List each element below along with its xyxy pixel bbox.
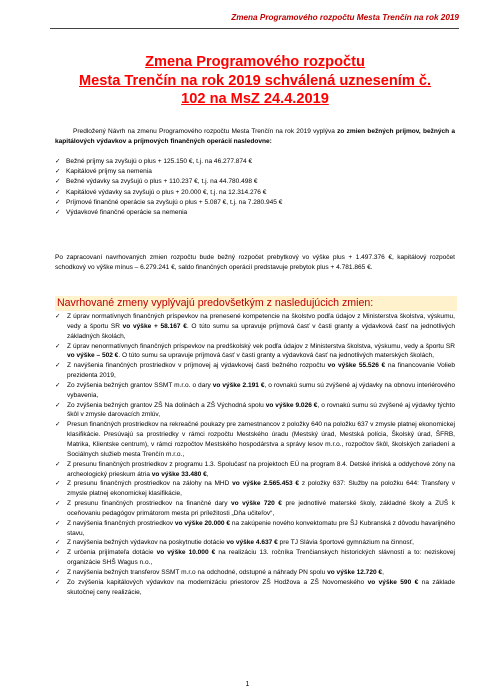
check-icon: ✓ [55,209,61,217]
checkmark-arrow-icon: ✓ [55,362,61,370]
list-item [55,460,455,480]
item-text: Z navýšenia finančných prostriedkov v príjmovej aj výdavkovej časti bežného rozpočtu [67,362,328,370]
item-text: pre jednotlivé materské školy, základné školy a ZUŠ k oceňovaniu pedagógov primátorom mesta pri príležitosti „Dňa učiteľov“, [67,500,455,517]
item-text: . O túto sumu sa upravuje príjmová časť v časti granty a výdavková časť na jednotlivých materských školách, [118,352,434,360]
item-text: , [382,568,384,576]
list-item [55,420,455,459]
changes-list [55,312,455,597]
amount-text: vo výške 2.565.453 € [232,480,300,488]
checkmark-arrow-icon: ✓ [55,500,61,508]
list-item [55,538,455,548]
list-item [55,361,455,381]
checkmark-arrow-icon: ✓ [55,401,61,409]
list-item: ✓ Príjmové finančné operácie sa zvyšujú o plus + 5.087 €, t.j. na 7.280.945 € [55,198,455,208]
list-item [55,312,455,342]
checkmark-arrow-icon: ✓ [55,539,61,547]
item-text: Z navýšenia bežných transferov SSMT m.r.o na odchodné, odstupné a náhrady PN spolu [67,568,328,576]
item-text: Zo zvýšenia bežných grantov ZŠ Na dolinách a ZŠ Východná spolu [67,401,266,409]
amount-text: vo výške 33.480 € [151,470,207,478]
checkmark-arrow-icon: ✓ [55,342,61,350]
list-item: ✓ Výdavkové finančné operácie sa nemenia [55,208,455,218]
amount-text: vo výške 9.026 € [265,401,318,409]
list-item: ✓ Kapitálové príjmy sa nemenia [55,167,455,177]
item-text: Presun finančných prostriedkov na rekreačné poukazy pre zamestnancov z položky 640 na položku 637 v zmysle platnej ekonomickej klasifikácie. Presúvajú sa prostriedky v rámci rozpočtu Mestského úradu (Mestský úrad, Mestská polícia, Školský úrad, ŠFRB, Matrika, Klientske centrum), v rámci rozpočtov Mestského hospodárstva a správy lesov m.r.o., rozpočtov škôl, školských zariadení a Sociálnych služieb mesta Trenčín m.r.o., [67,421,455,458]
amount-text: vo výške 590 € [367,578,419,586]
amount-text: vo výške 20.000 € [174,519,230,527]
list-item [55,381,455,401]
amount-text: vo výške + 58.167 € [122,322,187,330]
item-text: , o rovnakú sumu sú zvýšené aj výdavky na obnovu interiérového vybavenia, [67,381,455,399]
list-item [55,578,455,598]
amount-text: vo výške 720 € [230,500,282,508]
item-text: Z určenia prijímateľa dotácie [67,549,157,557]
item-text: Z presunu finančných prostriedkov na zálohy na MHD [67,480,233,488]
check-icon: ✓ [55,188,61,196]
intro-bold-text: zo zmien bežných príjmov, bežných a kapitálových výdavkov a príjmových finančných operácií nasledovne: [55,128,455,145]
item-text: na realizáciu 13. ročníka Trenčianskych historických slávností a to: neziskovej organizácie SHŠ Wagus n.o., [67,549,456,567]
list-item [55,342,455,362]
item-text: Z navýšenia finančných prostriedkov [67,519,175,527]
item-text: na základe skutočnej ceny realizácie, [67,578,455,596]
item-text: Z úprav nenormatívnych finančných príspevkov na predškolský vek podľa údajov z Ministerstva školstva, výskumu, vedy a športu SR [67,342,455,350]
check-icon: ✓ [55,178,61,186]
list-item [55,401,455,421]
list-item [55,479,455,499]
running-header: Zmena Programového rozpočtu Mesta Trenčín na rok 2019 [231,13,459,22]
section-heading: Navrhované zmeny vyplývajú predovšetkým z nasledujúcich zmien: [55,296,457,311]
item-text: Z úprav normatívnych finančných príspevkov na prenesené kompetencie na školstvo podľa údajov z Ministerstva školstva, výskumu, vedy a športu SR [67,313,455,330]
list-item [55,499,455,519]
item-text: , [206,470,209,478]
checkmark-arrow-icon: ✓ [55,313,61,320]
list-item: ✓ Bežné výdavky sa zvyšujú o plus + 110.237 €, t.j. na 44.780.498 € [55,177,455,187]
item-text: Z navýšenia bežných výdavkov na poskytnutie dotácie [67,539,227,547]
check-icon: ✓ [55,168,61,176]
item-text: na zakúpenie nového konvektomatu pre ŠJ Kubranská z dôvodu havarijného stavu, [67,519,456,537]
item-text: Zo zvýšenia kapitálových výdavkov na modernizáciu priestorov ZŠ Hodžova a ZŠ Novomeského [67,578,368,586]
amount-text: vo výške – 502 € [67,352,119,360]
item-text: z položky 637: Služby na položku 644: Transfery v zmysle platnej ekonomickej klasifikácie, [67,480,455,498]
amount-text: vo výške 2.191 € [212,381,265,389]
item-text: Zo zvýšenia bežných grantov SSMT m.r.o. o dary [67,381,213,389]
item-text: na financovanie Volieb prezidenta 2019, [67,362,456,380]
page-number: 1 [245,681,250,688]
header-divider [50,28,459,29]
item-text: . O túto sumu sa upravuje príjmová časť v časti granty a výdavková časť na jednotlivých základných školách, [67,322,455,340]
document-title [55,53,455,109]
amount-text: vo výške 12.720 € [327,568,383,576]
checkmark-arrow-icon: ✓ [55,480,61,488]
item-text: Z presunu finančných prostriedkov na finančné dary [67,500,231,508]
list-item [55,519,455,539]
item-text: pre TJ Slávia športové gymnázium na činnosť, [277,539,414,547]
intro-paragraph [55,127,455,147]
title-line: Mesta Trenčín na rok 2019 schválená uznesením č. [78,72,432,89]
checkmark-arrow-icon: ✓ [55,460,61,468]
title-line: Zmena Programového rozpočtu [145,54,365,70]
list-item: ✓ Bežné príjmy sa zvyšujú o plus + 125.150 €, t.j. na 46.277.874 € [55,157,455,167]
checkmark-arrow-icon: ✓ [55,549,61,557]
item-text: , o rovnakú sumu sú zvýšené aj výdavky týchto škôl v zmysle darovacích zmlúv, [67,401,455,419]
summary-paragraph: Po zapracovaní navrhovaných zmien rozpočtu bude bežný rozpočet prebytkový vo výške plus + 1.497.376 €, kapitálový rozpočet schodkový vo výške mínus – 6.279.241 €, saldo finančných operácií predstavuje prebytok plus + 4.781.865 €. [55,254,455,271]
check-icon: ✓ [55,158,61,165]
title-line: 102 na MsZ 24.4.2019 [181,91,329,107]
check-icon: ✓ [55,198,61,206]
intro-text: Predložený Návrh na zmenu Programového rozpočtu Mesta Trenčín na rok 2019 vyplýva [73,128,338,135]
checkmark-arrow-icon: ✓ [55,421,61,429]
amount-text: vo výške 10.000 € [156,549,216,557]
list-item [55,548,455,568]
checkmark-arrow-icon: ✓ [55,578,61,586]
list-item [55,568,455,578]
list-item: ✓ Kapitálové výdavky sa zvyšujú o plus + 20.000 €, t.j. na 12.314.276 € [55,188,455,198]
amount-text: vo výške 4.637 € [226,539,278,547]
checkmark-arrow-icon: ✓ [55,519,61,527]
summary-list [55,157,455,218]
amount-text: vo výške 55.526 € [327,362,386,370]
checkmark-arrow-icon: ✓ [55,381,61,389]
item-text: Z presunu finančných prostriedkov z programu 1.3. Spolučasť na projektoch EÚ na program 8.4. Detské ihriská a oddychové zóny na archeologický prieskum átria [67,460,455,478]
checkmark-arrow-icon: ✓ [55,568,61,576]
